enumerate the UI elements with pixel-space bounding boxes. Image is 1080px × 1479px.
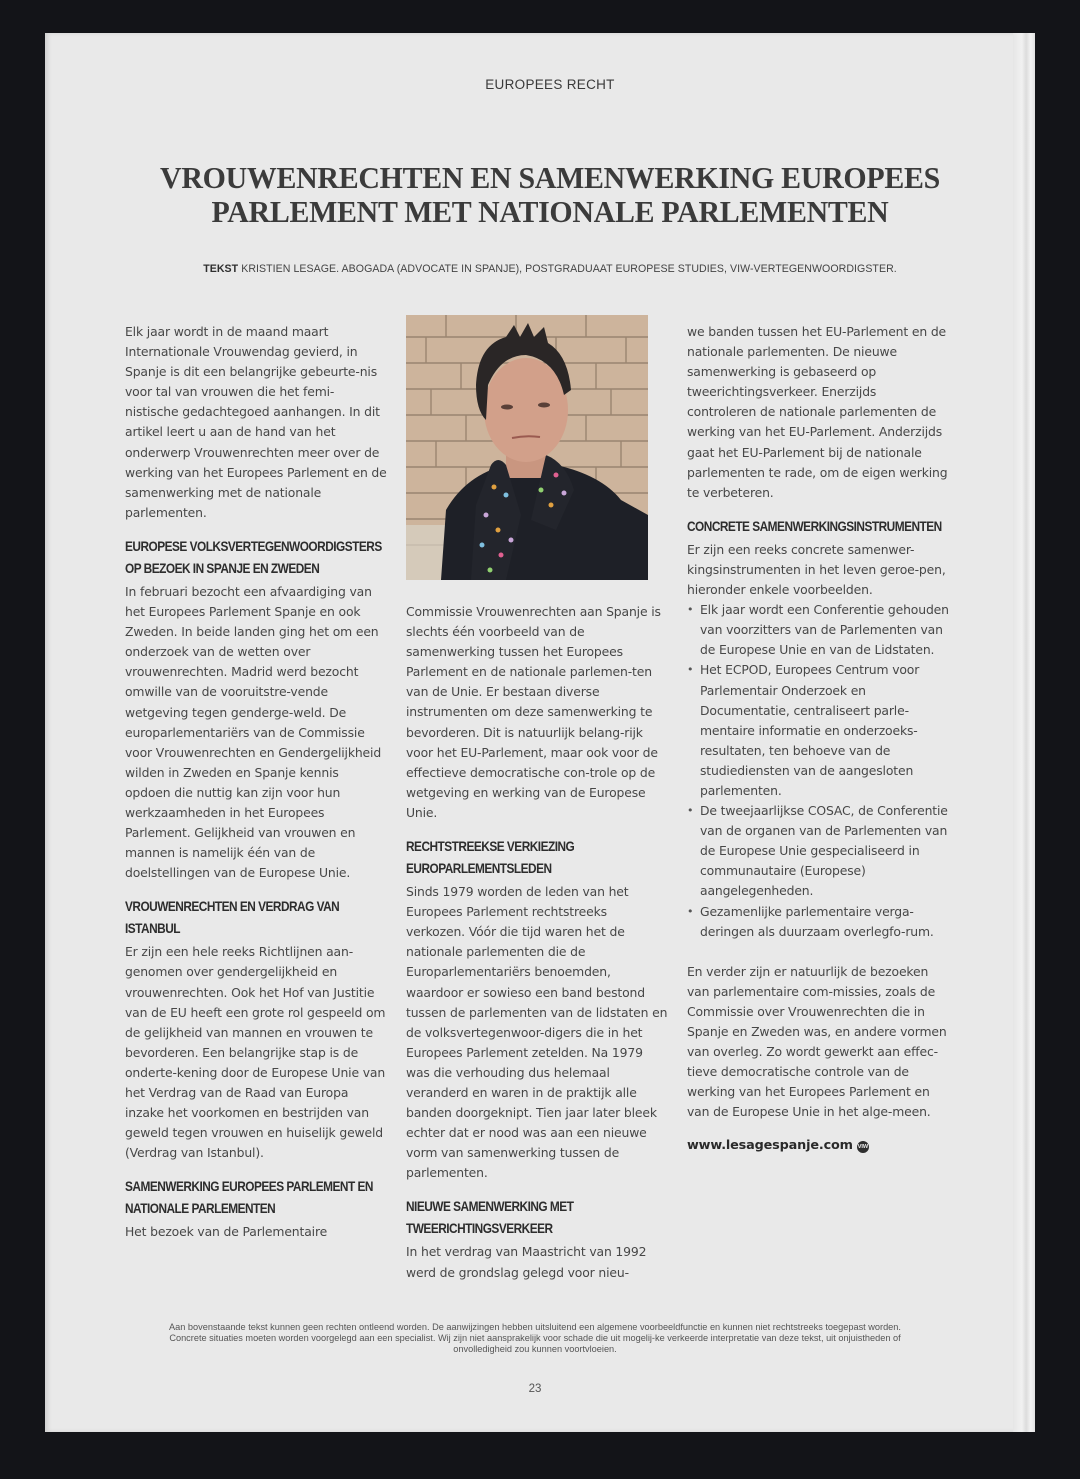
section-heading: NIEUWE SAMENWERKING MET TWEERICHTINGSVERKEER — [406, 1199, 574, 1237]
list-item: • De tweejaarlijkse COSAC, de Conferentie van de organen van de Parlementen van de Europese Unie gespecialiseerd in communautaire (Europese) aangelegenheden. — [687, 801, 949, 901]
title-line-1: VROUWENRECHTEN EN SAMENWERKING EUROPEES — [160, 161, 940, 195]
section-heading: SAMENWERKING EUROPEES PARLEMENT EN NATIONALE PARLEMENTEN — [125, 1179, 373, 1217]
disclaimer: Aan bovenstaande tekst kunnen geen rechten ontleend worden. De aanwijzingen hebben uitsluitend een algemene voorbeeldfunctie en kunnen niet rechtstreeks toegepast worden. Concrete situaties moeten worden voorgelegd aan een specialist. Wij zijn niet aansprakelijk voor schade die uit mogelij-ke verkeerde interpretatie van deze tekst, uit onjuistheden of onvolledigheid zou kunnen voortvloeien. — [169, 1322, 901, 1355]
website-row — [687, 1136, 949, 1156]
body-paragraph: In het verdrag van Maastricht van 1992 werd de grondslag gelegd voor nieu- — [406, 1244, 647, 1280]
column-1 — [125, 322, 387, 1242]
body-paragraph: Er zijn een reeks concrete samenwer-kingsinstrumenten in het leven geroe-pen, hieronder enkele voorbeelden. — [687, 541, 946, 598]
list-item: • Het ECPOD, Europees Centrum voor Parlementair Onderzoek en Documentatie, centraliseert parle-mentaire informatie en onderzoeks-resultaten, ten behoeve van de studiediensten van de aangesloten parlementen. — [687, 660, 949, 801]
byline-text: KRISTIEN LESAGE. ABOGADA (ADVOCATE IN SPANJE), POSTGRADUAAT EUROPESE STUDIES, VIW-VERTEGENWOORDIGSTER. — [241, 263, 897, 275]
page-edge — [1013, 33, 1035, 1432]
body-paragraph: we banden tussen het EU-Parlement en de nationale parlementen. De nieuwe samenwerking is gebaseerd op tweerichtingsverkeer. Enerzijds controleren de nationale parlementen de werking van het EU-Parlement. Anderzijds gaat het EU-Parlement bij de nationale parlementen te rade, om de eigen werking te verbeteren. — [687, 324, 948, 500]
byline — [45, 263, 1055, 275]
page-number: 23 — [528, 1383, 542, 1395]
viw-logo-icon: VIW — [857, 1141, 869, 1153]
intro-paragraph: Elk jaar wordt in de maand maart Internationale Vrouwendag gevierd, in Spanje is dit een belangrijke gebeurte-nis voor tal van vrouwen die het femi-nistische gedachtegoed aanhangen. In dit artikel leert u aan de hand van het onderwerp Vrouwenrechten meer over de werking van het Europees Parlement en de samenwerking met de nationale parlementen. — [125, 324, 387, 520]
magazine-page — [45, 33, 1035, 1432]
list-item: • Elk jaar wordt een Conferentie gehouden van voorzitters van de Parlementen van de Europese Unie en van de Lidstaten. — [687, 600, 949, 660]
section-heading: EUROPESE VOLKSVERTEGENWOORDIGSTERS OP BEZOEK IN SPANJE EN ZWEDEN — [125, 538, 382, 576]
body-paragraph: Commissie Vrouwenrechten aan Spanje is slechts één voorbeeld van de samenwerking tussen het Europees Parlement en de nationale parlemen-ten van de Unie. Er bestaan diverse instrumenten om deze samenwerking te bevorderen. Dit is natuurlijk belang-rijk voor het EU-Parlement, maar ook voor de effectieve democratische con-trole op de wetgeving en werking van de Europese Unie. — [406, 604, 661, 820]
list-item: • Gezamenlijke parlementaire verga-deringen als duurzaam overlegfo-rum. — [687, 902, 949, 942]
body-paragraph: Er zijn een hele reeks Richtlijnen aan-genomen over gendergelijkheid en vrouwenrechten. Ook het Hof van Justitie van de EU heeft een grote rol gespeeld om de gelijkheid van mannen en vrouwen te bevorderen. Een belangrijke stap is de onderte-kening door de Europese Unie van het Verdrag van de Raad van Europa inzake het voorkomen en bestrijden van geweld tegen vrouwen en huiselijk geweld (Verdrag van Istanbul). — [125, 944, 386, 1161]
instruments-list — [687, 600, 949, 942]
author-portrait-image — [406, 315, 648, 580]
spacer — [687, 942, 949, 962]
article-title — [55, 161, 1045, 229]
section-label: EUROPEES RECHT — [485, 77, 615, 92]
section-heading: CONCRETE SAMENWERKINGSINSTRUMENTEN — [687, 518, 942, 534]
author-photo — [406, 315, 648, 580]
body-paragraph: En verder zijn er natuurlijk de bezoeken van parlementaire com-missies, zoals de Commissie over Vrouwenrechten die in Spanje en Zweden was, en andere vormen van overleg. Zo wordt gewerkt aan effec-tieve democratische controle van de werking van het Europees Parlement en van de Europese Unie in het alge-meen. — [687, 963, 947, 1120]
column-2 — [406, 602, 668, 1283]
section-heading: RECHTSTREEKSE VERKIEZING EUROPARLEMENTSLEDEN — [406, 839, 575, 877]
byline-label: TEKST — [203, 263, 239, 275]
body-paragraph: Sinds 1979 worden de leden van het Europees Parlement rechtstreeks verkozen. Vóór die tijd waren het de nationale parlementen die de Europarlementariërs benoemden, waardoor er sowieso een band bestond tussen de parlementen van de lidstaten en de volksvertegenwoor-digers die in het Europees Parlement zetelden. Na 1979 was die verhouding dus helemaal veranderd en waren in de praktijk alle banden doorgeknipt. Tien jaar later bleek echter dat er nood was aan een nieuwe vorm van samenwerking tussen de parlementen. — [406, 884, 668, 1181]
title-line-2: PARLEMENT MET NATIONALE PARLEMENTEN — [211, 195, 889, 229]
section-heading: VROUWENRECHTEN EN VERDRAG VAN ISTANBUL — [125, 899, 340, 937]
body-paragraph: Het bezoek van de Parlementaire — [125, 1224, 328, 1240]
body-paragraph: In februari bezocht een afvaardiging van het Europees Parlement Spanje en ook Zweden. In beide landen ging het om een onderzoek van de wetten over vrouwenrechten. Madrid werd bezocht omwille van de vooruitstre-vende wetgeving tegen genderge-weld. De europarlementariërs van de Commissie voor Vrouwenrechten en Gendergelijkheid wilden in Zweden en Spanje kennis opdoen die nuttig kan zijn voor hun werkzaamheden in het Europees Parlement. Gelijkheid van vrouwen en mannen is namelijk één van de doelstellingen van de Europese Unie. — [125, 583, 382, 881]
website-link[interactable]: www.lesagespanje.com — [687, 1138, 853, 1154]
column-3 — [687, 322, 949, 1157]
